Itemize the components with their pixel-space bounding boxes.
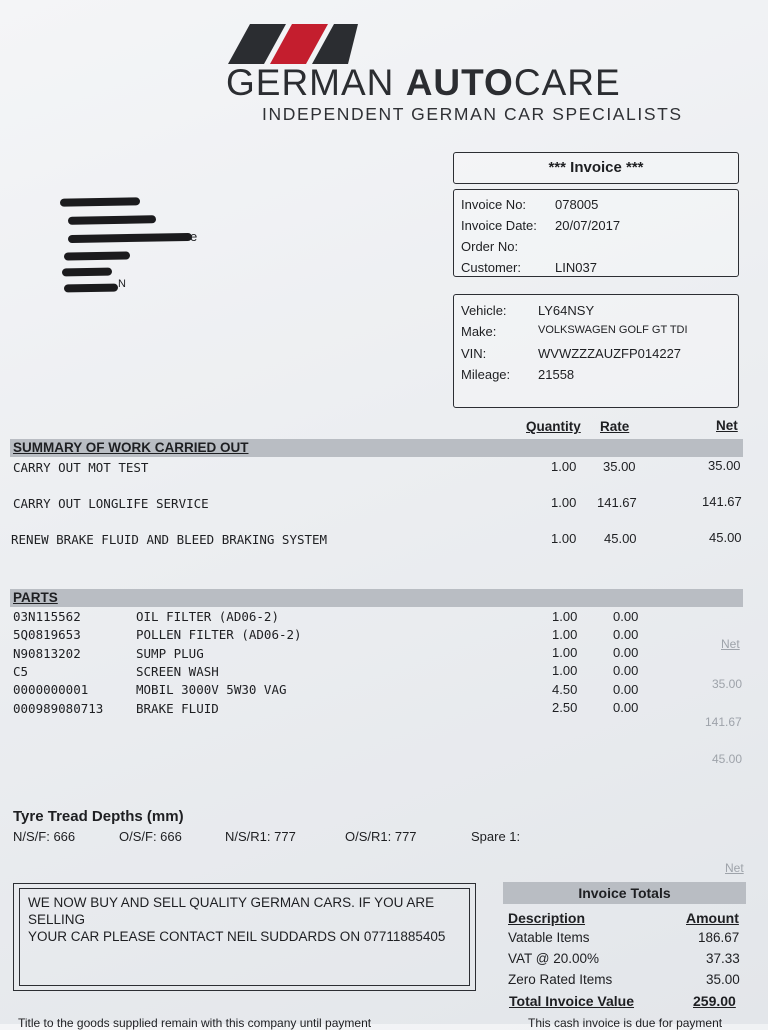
totals-row-label: Vatable Items xyxy=(508,930,590,945)
part-code: C5 xyxy=(13,664,29,679)
totals-row-value: 37.33 xyxy=(706,951,740,966)
part-qty: 2.50 xyxy=(552,700,578,715)
part-rate: 0.00 xyxy=(613,609,639,624)
part-qty: 1.00 xyxy=(552,627,578,642)
bleed-through-text: Net xyxy=(725,861,744,875)
tyre-spare: Spare 1: xyxy=(471,829,521,844)
total-invoice-value-label: Total Invoice Value xyxy=(509,993,635,1009)
totals-amount-header: Amount xyxy=(686,910,739,926)
totals-row-value: 35.00 xyxy=(706,972,740,987)
invoice-totals-title: Invoice Totals xyxy=(578,885,671,901)
tyre-osf: O/S/F: 666 xyxy=(119,829,182,844)
part-code: 5Q0819653 xyxy=(13,627,81,642)
work-item-qty: 1.00 xyxy=(551,495,577,510)
tyre-tread-title: Tyre Tread Depths (mm) xyxy=(13,808,184,825)
address-fragment: e xyxy=(190,229,198,244)
notice-line: WE NOW BUY AND SELL QUALITY GERMAN CARS. IF YOU ARE SELLING xyxy=(28,895,435,927)
customer-label: Customer: xyxy=(461,260,521,275)
invoice-no-value: 078005 xyxy=(555,197,599,212)
invoice-title-box xyxy=(453,152,739,184)
tyre-nsr1: N/S/R1: 777 xyxy=(225,829,296,844)
make-value: VOLKSWAGEN GOLF GT TDI xyxy=(538,324,688,336)
part-desc: MOBIL 3000V 5W30 VAG xyxy=(136,682,287,697)
part-desc: SUMP PLUG xyxy=(136,646,204,661)
part-code: 03N115562 xyxy=(13,609,81,624)
brand-tagline: INDEPENDENT GERMAN CAR SPECIALISTS xyxy=(262,104,683,124)
vin-value: WVWZZZAUZFP014227 xyxy=(538,346,682,361)
part-qty: 1.00 xyxy=(552,609,578,624)
part-desc: SCREEN WASH xyxy=(136,664,219,679)
address-fragment: N xyxy=(118,278,126,290)
bleed-through-text: Net xyxy=(721,637,740,651)
parts-section-title: PARTS xyxy=(13,590,58,605)
vin-label: VIN: xyxy=(461,346,487,361)
work-section-title: SUMMARY OF WORK CARRIED OUT xyxy=(13,440,249,455)
rate-header: Rate xyxy=(600,419,630,434)
tyre-nsf: N/S/F: 666 xyxy=(13,829,76,844)
work-section-band xyxy=(10,439,743,457)
logo-stripes-icon xyxy=(228,24,358,64)
notice-inner-border xyxy=(19,888,470,986)
invoice-totals-band xyxy=(503,882,746,904)
work-item-qty: 1.00 xyxy=(551,459,577,474)
part-qty: 4.50 xyxy=(552,682,578,697)
totals-description-header: Description xyxy=(508,910,586,926)
work-item-desc: CARRY OUT LONGLIFE SERVICE xyxy=(13,496,209,511)
bleed-through-text: 141.67 xyxy=(705,715,742,729)
part-code: 000989080713 xyxy=(13,701,104,716)
work-item-rate: 35.00 xyxy=(603,459,636,474)
customer-value: LIN037 xyxy=(555,260,597,275)
footer-terms-left: Title to the goods supplied remain with this company until payment xyxy=(18,1016,372,1030)
net-header: Net xyxy=(716,418,738,433)
part-qty: 1.00 xyxy=(552,663,578,678)
parts-section-band xyxy=(10,589,743,607)
work-item-qty: 1.00 xyxy=(551,531,577,546)
part-rate: 0.00 xyxy=(613,700,639,715)
part-desc: POLLEN FILTER (AD06-2) xyxy=(136,627,302,642)
invoice-date-label: Invoice Date: xyxy=(461,218,537,233)
part-rate: 0.00 xyxy=(613,627,639,642)
part-code: N90813202 xyxy=(13,646,81,661)
tyre-osr1: O/S/R1: 777 xyxy=(345,829,417,844)
work-item-desc: RENEW BRAKE FLUID AND BLEED BRAKING SYSTEM xyxy=(11,532,328,547)
mileage-value: 21558 xyxy=(538,367,575,382)
make-label: Make: xyxy=(461,324,497,339)
invoice-info-box xyxy=(453,189,739,277)
totals-row-value: 186.67 xyxy=(698,930,740,945)
footer-terms-right: This cash invoice is due for payment xyxy=(528,1016,723,1030)
invoice-title: *** Invoice *** xyxy=(548,159,644,176)
work-item-desc: CARRY OUT MOT TEST xyxy=(13,460,149,475)
part-desc: BRAKE FLUID xyxy=(136,701,219,716)
totals-row-label: VAT @ 20.00% xyxy=(508,951,599,966)
customer-address-redacted xyxy=(60,198,220,293)
order-no-label: Order No: xyxy=(461,239,519,254)
work-item-rate: 141.67 xyxy=(597,495,637,510)
part-rate: 0.00 xyxy=(613,663,639,678)
invoice-no-label: Invoice No: xyxy=(461,197,527,212)
part-rate: 0.00 xyxy=(613,682,639,697)
vehicle-box xyxy=(453,294,739,408)
work-item-net: 45.00 xyxy=(709,530,742,545)
mileage-label: Mileage: xyxy=(461,367,511,382)
brand-name: GERMAN AUTOCARE xyxy=(226,62,621,103)
total-invoice-value: 259.00 xyxy=(693,993,736,1009)
vehicle-label: Vehicle: xyxy=(461,303,507,318)
part-code: 0000000001 xyxy=(13,682,89,697)
invoice-date-value: 20/07/2017 xyxy=(555,218,621,233)
quantity-header: Quantity xyxy=(526,419,581,434)
work-item-net: 35.00 xyxy=(708,458,741,473)
part-rate: 0.00 xyxy=(613,645,639,660)
bleed-through-text: 45.00 xyxy=(712,752,743,766)
part-qty: 1.00 xyxy=(552,645,578,660)
bleed-through-text: 35.00 xyxy=(712,677,743,691)
totals-row-label: Zero Rated Items xyxy=(508,972,613,987)
vehicle-reg-value: LY64NSY xyxy=(538,303,595,318)
notice-line: YOUR CAR PLEASE CONTACT NEIL SUDDARDS ON 07711885405 xyxy=(28,929,446,944)
notice-text xyxy=(28,894,468,945)
work-item-rate: 45.00 xyxy=(604,531,637,546)
work-item-net: 141.67 xyxy=(702,494,742,509)
part-desc: OIL FILTER (AD06-2) xyxy=(136,609,279,624)
notice-box xyxy=(13,883,476,991)
